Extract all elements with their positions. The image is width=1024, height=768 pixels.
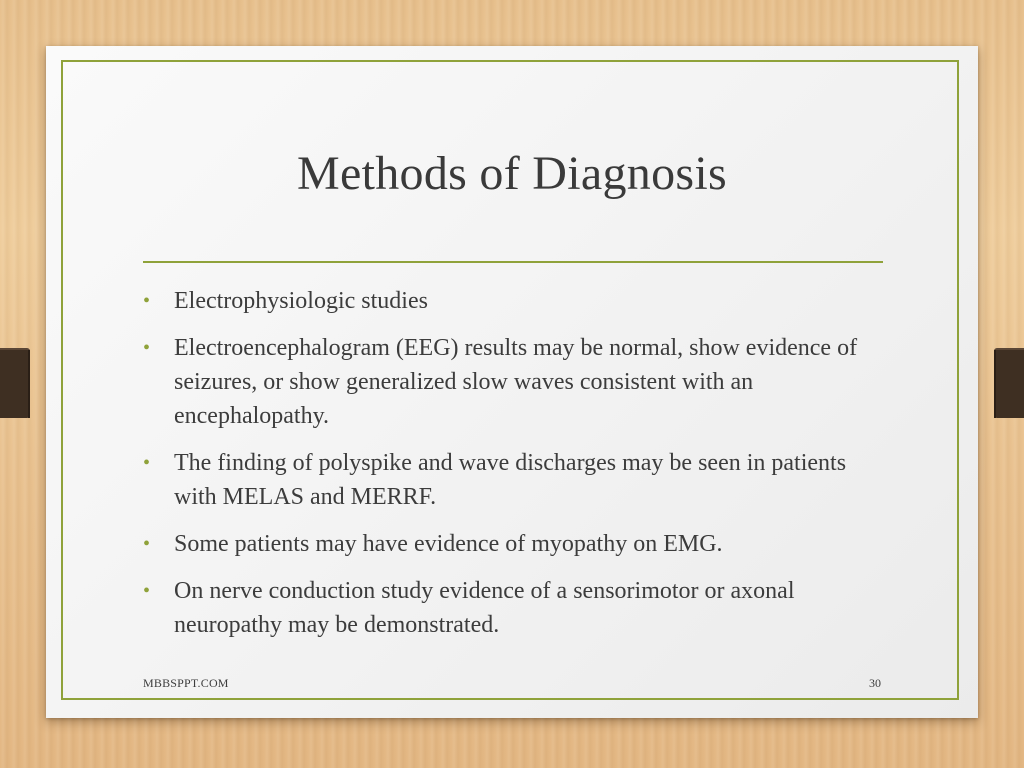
footer-source: MBBSPPT.COM [143, 676, 229, 690]
left-binder-tab [0, 348, 30, 418]
slide-title: Methods of Diagnosis [297, 147, 727, 200]
bullet-dot-icon: • [143, 290, 151, 312]
bullet-item [143, 446, 893, 514]
bullet-text: On nerve conduction study evidence of a sensorimotor or axonal neuropathy may be demonstrated. [174, 578, 795, 638]
bullet-dot-icon: • [143, 452, 151, 474]
bullet-item [143, 574, 893, 642]
bullet-dot-icon: • [143, 533, 151, 555]
right-binder-tab [994, 348, 1024, 418]
bullet-item [143, 284, 893, 318]
bullet-text: Some patients may have evidence of myopathy on EMG. [174, 531, 723, 557]
bullet-list [143, 284, 893, 655]
slide-number: 30 [869, 676, 881, 690]
bullet-item [143, 331, 893, 433]
bullet-item [143, 527, 893, 561]
bullet-dot-icon: • [143, 337, 151, 359]
bullet-dot-icon: • [143, 580, 151, 602]
bullet-text: The finding of polyspike and wave discharges may be seen in patients with MELAS and MERRF. [174, 450, 847, 510]
title-divider [143, 261, 883, 263]
bullet-text: Electrophysiologic studies [174, 288, 428, 314]
bullet-text: Electroencephalogram (EEG) results may be normal, show evidence of seizures, or show generalized slow waves consistent with an encephalopathy. [174, 335, 858, 429]
